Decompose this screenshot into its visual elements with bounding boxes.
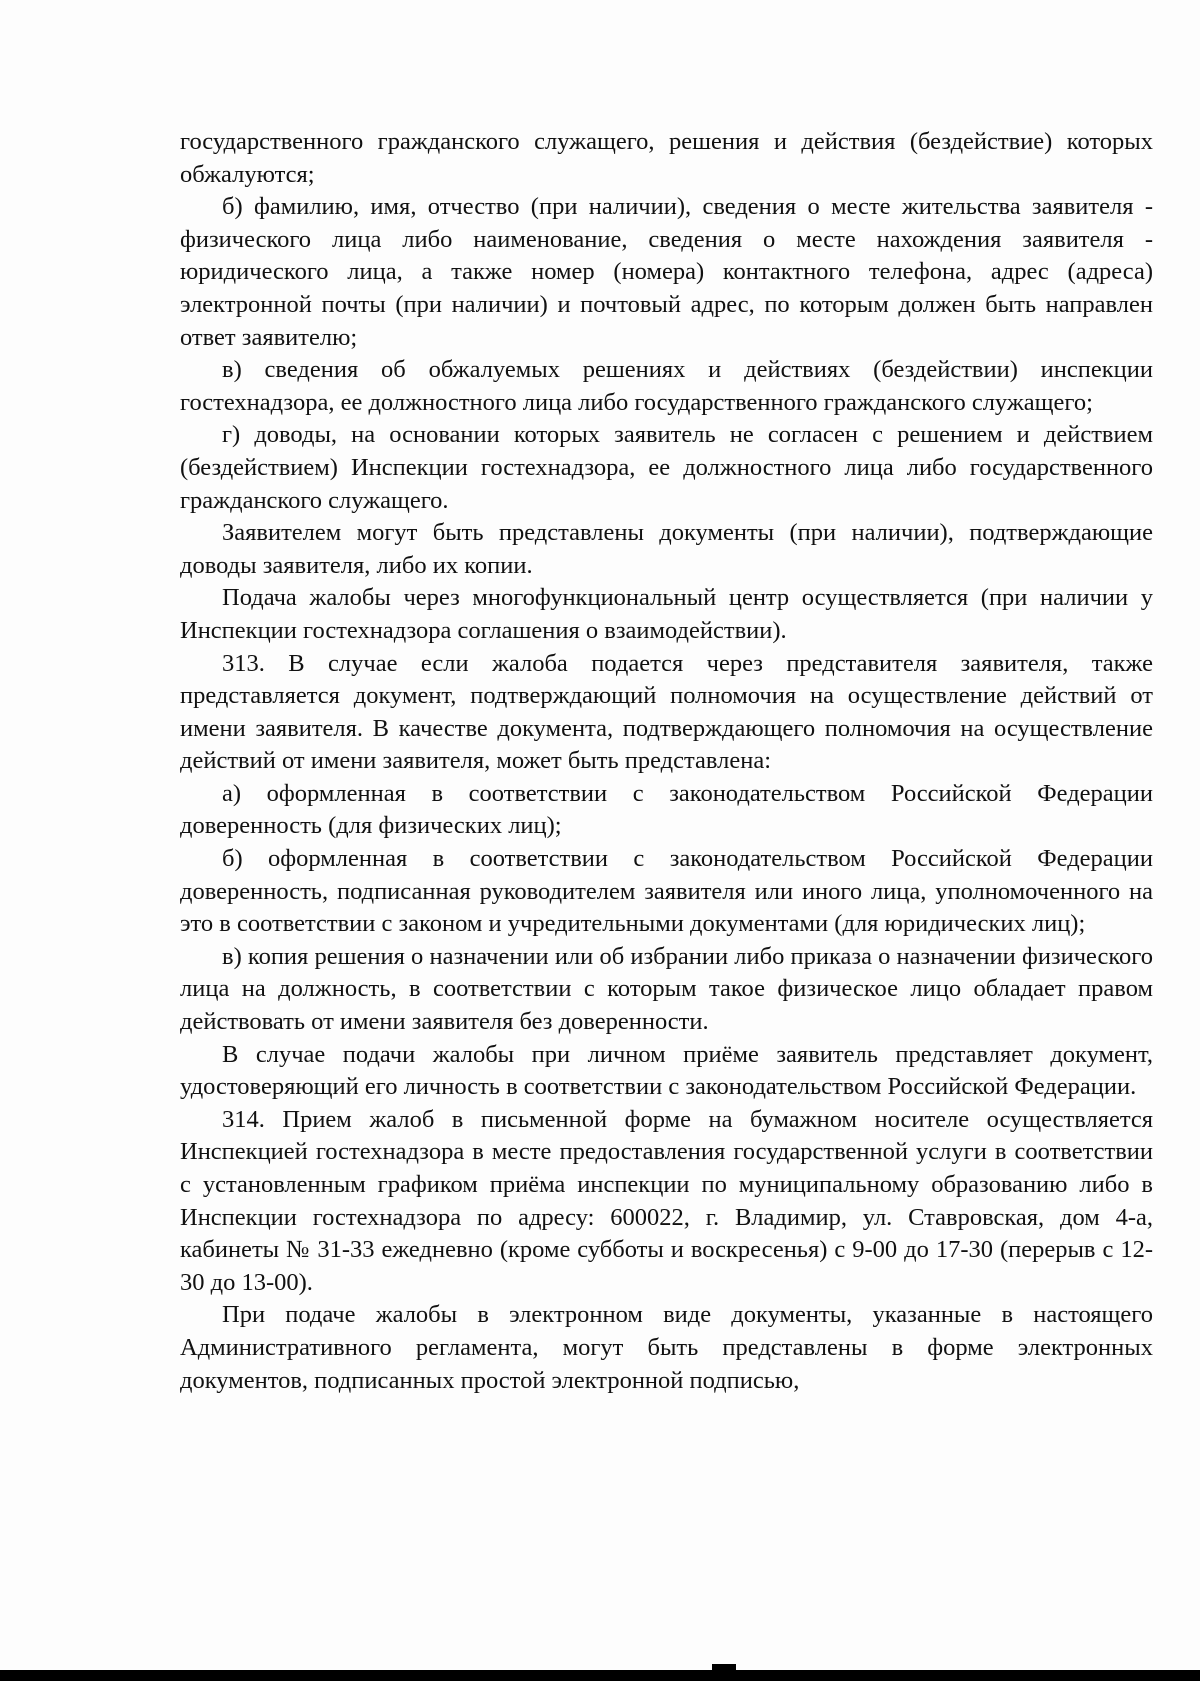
paragraph-item-g-arguments: г) доводы, на основании которых заявитель не согласен с решением и действием (бездействием) Инспекции гостехнадзора, ее должностного лица либо государственного гражданского служащего.: [180, 421, 1153, 514]
paragraph-item-a-power-of-attorney: а) оформленная в соответствии с законодательством Российской Федерации доверенность (для физических лиц);: [180, 779, 1153, 840]
document-body: [180, 126, 1153, 1397]
paragraph-personal-reception: В случае подачи жалобы при личном приёме заявитель представляет документ, удостоверяющий его личность в соответствии с законодательством Российской Федерации.: [180, 1040, 1153, 1101]
scan-bottom-edge: [0, 1670, 1200, 1681]
paragraph-item-v-appointment-copy: в) копия решения о назначении или об избрании либо приказа о назначении физического лица на должность, в соответствии с которым такое физическое лицо обладает правом действовать от имени заявителя без доверенности.: [180, 942, 1153, 1036]
paragraph-mfc-submission: Подача жалобы через многофункциональный центр осуществляется (при наличии у Инспекции гостехнадзора соглашения о взаимодействии).: [180, 584, 1153, 644]
paragraph-313-representative: 313. В случае если жалоба подается через представителя заявителя, также представляется документ, подтверждающий полномочия на осуществление действий от имени заявителя. В качестве документа, подтверждающего полномочия на осуществление действий от имени заявителя, может быть представлена:: [180, 649, 1153, 775]
paragraph-continuation: государственного гражданского служащего, решения и действия (бездействие) которых обжалуются;: [180, 128, 1153, 188]
paragraph-314-paper-complaints: 314. Прием жалоб в письменной форме на бумажном носителе осуществляется Инспекцией гостехнадзора в месте предоставления государственной услуги в соответствии с установленным графиком приёма инспекции по муниципальному образованию либо в Инспекции гостехнадзора по адресу: 600022, г. Владимир, ул. Ставровская, дом 4-а, кабинеты № 31-33 ежедневно (кроме субботы и воскресенья) с 9-00 до 17-30 (перерыв с 12-30 до 13-00).: [180, 1105, 1153, 1296]
paragraph-item-b-applicant-details: б) фамилию, имя, отчество (при наличии), сведения о месте жительства заявителя - физического лица либо наименование, сведения о месте нахождения заявителя - юридического лица, а также номер (номера) контактного телефона, адрес (адреса) электронной почты (при наличии) и почтовый адрес, по которым должен быть направлен ответ заявителю;: [180, 193, 1153, 351]
paragraph-item-b-legal-entity-attorney: б) оформленная в соответствии с законодательством Российской Федерации доверенность, подписанная руководителем заявителя или иного лица, уполномоченного на это в соответствии с законом и учредительными документами (для юридических лиц);: [180, 845, 1153, 938]
paragraph-supporting-documents: Заявителем могут быть представлены документы (при наличии), подтверждающие доводы заявителя, либо их копии.: [180, 519, 1153, 579]
paragraph-item-v-appealed-decisions: в) сведения об обжалуемых решениях и действиях (бездействии) инспекции гостехнадзора, ее должностного лица либо государственного гражданского служащего;: [180, 356, 1153, 416]
paragraph-electronic-submission: При подаче жалобы в электронном виде документы, указанные в настоящего Административного регламента, могут быть представлены в форме электронных документов, подписанных простой электронной подписью,: [180, 1301, 1153, 1394]
